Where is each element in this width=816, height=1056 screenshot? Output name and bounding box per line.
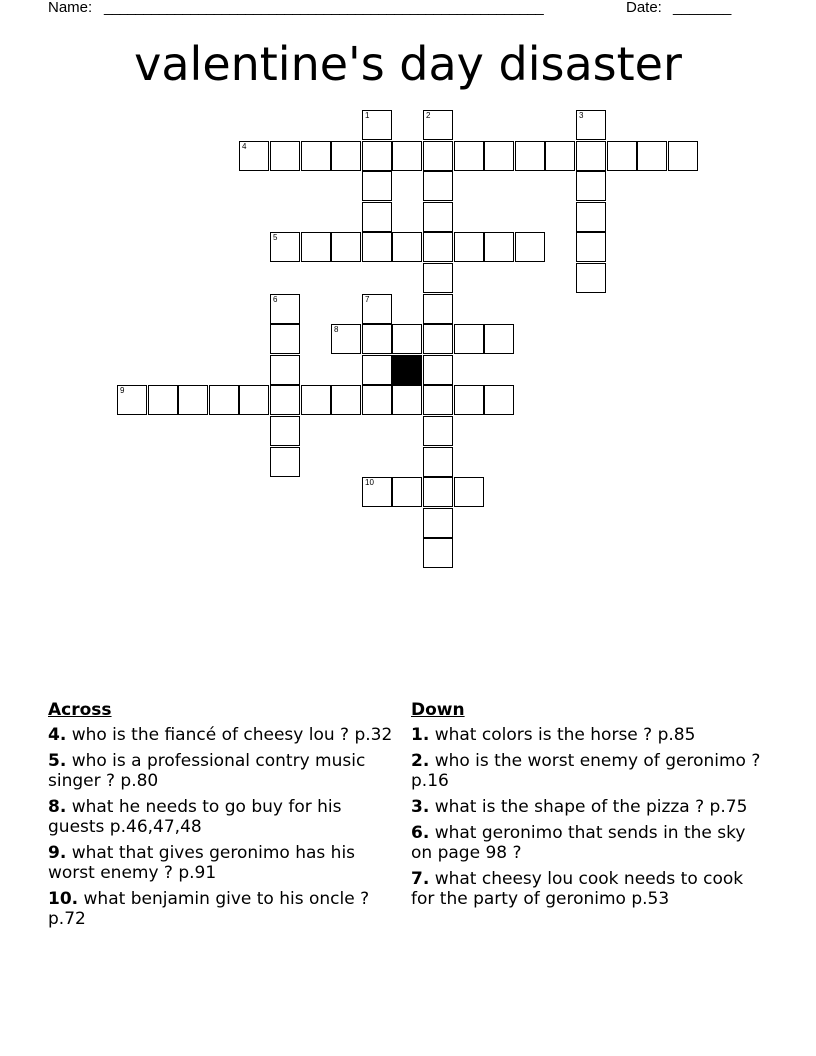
- grid-cell[interactable]: [423, 324, 453, 354]
- clue-text: who is the worst enemy of geronimo ? p.16: [411, 751, 761, 791]
- clue-across-4: [48, 725, 398, 745]
- grid-cell[interactable]: [392, 141, 422, 171]
- grid-cell[interactable]: [484, 324, 514, 354]
- date-field[interactable]: _______: [673, 0, 732, 16]
- grid-cell[interactable]: [484, 232, 514, 262]
- clue-down-3: [411, 797, 761, 817]
- grid-cell[interactable]: [423, 385, 453, 415]
- grid-cell[interactable]: [270, 232, 300, 262]
- page-title: valentine's day disaster: [134, 37, 682, 91]
- clue-down-2: [411, 751, 761, 791]
- clue-text: what is the shape of the pizza ? p.75: [434, 797, 748, 817]
- grid-cell[interactable]: [423, 232, 453, 262]
- grid-cell[interactable]: [576, 263, 606, 293]
- clue-number-label: 2: [426, 111, 431, 120]
- grid-cell[interactable]: [454, 385, 484, 415]
- grid-cell[interactable]: [576, 171, 606, 201]
- clue-across-10: [48, 889, 398, 929]
- grid-cell[interactable]: [301, 141, 331, 171]
- clue-down-1: [411, 725, 761, 745]
- grid-cell[interactable]: [301, 385, 331, 415]
- grid-cell[interactable]: [270, 416, 300, 446]
- grid-cell[interactable]: [576, 141, 606, 171]
- clue-text: what benjamin give to his oncle ? p.72: [48, 889, 370, 929]
- grid-cell[interactable]: [362, 110, 392, 140]
- grid-cell[interactable]: [423, 141, 453, 171]
- clue-down-6: [411, 823, 761, 863]
- grid-cell[interactable]: [576, 110, 606, 140]
- clue-number: 10.: [48, 889, 79, 909]
- grid-cell[interactable]: [607, 141, 637, 171]
- across-clues: [48, 700, 398, 935]
- grid-cell[interactable]: [423, 477, 453, 507]
- name-label: Name:: [48, 0, 93, 16]
- across-heading: Across: [48, 700, 112, 720]
- grid-cell[interactable]: [515, 232, 545, 262]
- clue-across-9: [48, 843, 398, 883]
- clue-number: 6.: [411, 823, 430, 843]
- grid-cell[interactable]: [362, 355, 392, 385]
- grid-cell[interactable]: [423, 110, 453, 140]
- grid-cell[interactable]: [331, 232, 361, 262]
- clue-across-8: [48, 797, 398, 837]
- grid-cell[interactable]: [423, 171, 453, 201]
- down-clues: [411, 700, 761, 915]
- grid-cell[interactable]: [423, 447, 453, 477]
- grid-cell[interactable]: [515, 141, 545, 171]
- grid-cell[interactable]: [362, 477, 392, 507]
- grid-cell[interactable]: [362, 385, 392, 415]
- grid-cell[interactable]: [668, 141, 698, 171]
- grid-cell[interactable]: [423, 508, 453, 538]
- grid-cell[interactable]: [270, 324, 300, 354]
- grid-cell[interactable]: [239, 385, 269, 415]
- grid-cell[interactable]: [423, 416, 453, 446]
- grid-cell[interactable]: [270, 141, 300, 171]
- clue-number-label: 3: [579, 111, 584, 120]
- clue-text: who is the fiancé of cheesy lou ? p.32: [71, 725, 393, 745]
- clue-text: what he needs to go buy for his guests p.46,47,48: [48, 797, 342, 837]
- grid-cell[interactable]: [178, 385, 208, 415]
- grid-cell[interactable]: [362, 202, 392, 232]
- grid-cell[interactable]: [423, 538, 453, 568]
- clue-number-label: 8: [334, 325, 339, 334]
- grid-cell[interactable]: [423, 263, 453, 293]
- clue-number: 2.: [411, 751, 430, 771]
- clue-text: what that gives geronimo has his worst enemy ? p.91: [48, 843, 356, 883]
- grid-cell[interactable]: [362, 171, 392, 201]
- clue-number: 5.: [48, 751, 67, 771]
- clue-number: 4.: [48, 725, 67, 745]
- clue-number: 7.: [411, 869, 430, 889]
- down-heading: Down: [411, 700, 465, 720]
- grid-cell[interactable]: [270, 385, 300, 415]
- clue-across-5: [48, 751, 398, 791]
- clue-text: who is a professional contry music singer ? p.80: [48, 751, 366, 791]
- clue-text: what colors is the horse ? p.85: [434, 725, 696, 745]
- grid-cell[interactable]: [576, 202, 606, 232]
- clue-number: 8.: [48, 797, 67, 817]
- grid-cell[interactable]: [637, 141, 667, 171]
- clue-number-label: 6: [273, 295, 278, 304]
- grid-cell[interactable]: [423, 355, 453, 385]
- grid-cell[interactable]: [301, 232, 331, 262]
- grid-cell[interactable]: [362, 141, 392, 171]
- clue-text: what geronimo that sends in the sky on page 98 ?: [411, 823, 746, 863]
- grid-cell[interactable]: [423, 294, 453, 324]
- grid-cell[interactable]: [392, 324, 422, 354]
- clue-number-label: 10: [365, 478, 374, 487]
- grid-cell[interactable]: [454, 477, 484, 507]
- grid-cell[interactable]: [117, 385, 147, 415]
- grid-cell[interactable]: [454, 232, 484, 262]
- date-label: Date:: [626, 0, 662, 16]
- grid-cell[interactable]: [270, 447, 300, 477]
- clue-number-label: 5: [273, 233, 278, 242]
- clue-number: 3.: [411, 797, 430, 817]
- clue-text: what cheesy lou cook needs to cook for the party of geronimo p.53: [411, 869, 744, 909]
- grid-cell[interactable]: [148, 385, 178, 415]
- grid-cell[interactable]: [362, 324, 392, 354]
- grid-cell[interactable]: [576, 232, 606, 262]
- grid-cell[interactable]: [454, 324, 484, 354]
- clue-number: 1.: [411, 725, 430, 745]
- grid-cell[interactable]: [392, 477, 422, 507]
- grid-cell[interactable]: [454, 141, 484, 171]
- grid-cell[interactable]: [362, 294, 392, 324]
- grid-cell[interactable]: [392, 232, 422, 262]
- clue-down-7: [411, 869, 761, 909]
- grid-cell[interactable]: [484, 385, 514, 415]
- grid-cell[interactable]: [392, 385, 422, 415]
- grid-cell[interactable]: [209, 385, 239, 415]
- grid-cell[interactable]: [239, 141, 269, 171]
- name-field[interactable]: ________________________________________________________: [104, 0, 544, 16]
- clue-number-label: 7: [365, 295, 370, 304]
- grid-cell[interactable]: [270, 294, 300, 324]
- clue-number-label: 1: [365, 111, 370, 120]
- grid-cell[interactable]: [362, 232, 392, 262]
- grid-block: [392, 355, 422, 385]
- grid-cell[interactable]: [331, 324, 361, 354]
- grid-cell[interactable]: [270, 355, 300, 385]
- grid-cell[interactable]: [545, 141, 575, 171]
- clue-number: 9.: [48, 843, 67, 863]
- grid-cell[interactable]: [331, 385, 361, 415]
- grid-cell[interactable]: [331, 141, 361, 171]
- grid-cell[interactable]: [423, 202, 453, 232]
- clue-number-label: 4: [242, 142, 247, 151]
- clue-number-label: 9: [120, 386, 125, 395]
- grid-cell[interactable]: [484, 141, 514, 171]
